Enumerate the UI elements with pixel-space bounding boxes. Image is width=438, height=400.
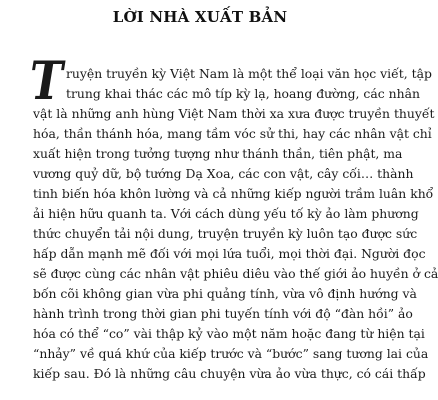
- drop-cap-letter: T: [30, 51, 63, 112]
- body-line-9: thức chuyển tải nội dung, truyện truyền kỳ luôn tạo được sức: [33, 226, 418, 241]
- body-line-4: hóa, thần thánh hóa, mang tầm vóc sử thi, hay các nhân vật chỉ: [33, 126, 432, 141]
- body-line-15: “nhảy” về quá khứ của kiếp trước và “bước” sang tương lai của: [33, 346, 429, 361]
- body-line-1: ruyện truyền kỳ Việt Nam là một thể loại văn học viết, tập: [66, 66, 432, 81]
- body-line-5: xuất hiện trong tưởng tượng như thánh thần, tiên phật, ma: [33, 146, 403, 161]
- body-line-14: hóa có thể “co” vài thập kỷ vào một năm hoặc đang từ hiện tại: [33, 326, 425, 341]
- body-line-2: trung khai thác các mô típ kỳ lạ, hoang đường, các nhân: [66, 86, 420, 101]
- body-line-13: hành trình trong thời gian phi tuyến tính với độ “đàn hồi” ảo: [33, 306, 413, 321]
- body-line-3: vật là những anh hùng Việt Nam thời xa xưa được truyền thuyết: [33, 106, 435, 121]
- section-heading: LỜI NHÀ XUẤT BẢN: [112, 8, 288, 26]
- body-line-11: sẽ được cùng các nhân vật phiêu diêu vào thế giới ảo huyền ở cả: [33, 266, 438, 281]
- body-line-12: bốn cõi không gian vừa phi quảng tính, vừa vô định hướng và: [33, 286, 417, 301]
- body-line-7: tinh biến hóa khôn lường và cả những kiếp người trầm luân khổ: [33, 186, 434, 201]
- body-line-6: vương quỷ dữ, bộ tướng Dạ Xoa, các con vật, cây cối… thành: [33, 166, 414, 181]
- body-line-16: kiếp sau. Đó là những câu chuyện vừa ảo vừa thực, có cái thấp: [33, 366, 426, 381]
- body-line-10: hấp dẫn mạnh mẽ đối với mọi lứa tuổi, mọi thời đại. Người đọc: [33, 246, 426, 261]
- body-line-8: ải hiện hữu quanh ta. Với cách dùng yếu tố kỳ ảo làm phương: [33, 206, 419, 221]
